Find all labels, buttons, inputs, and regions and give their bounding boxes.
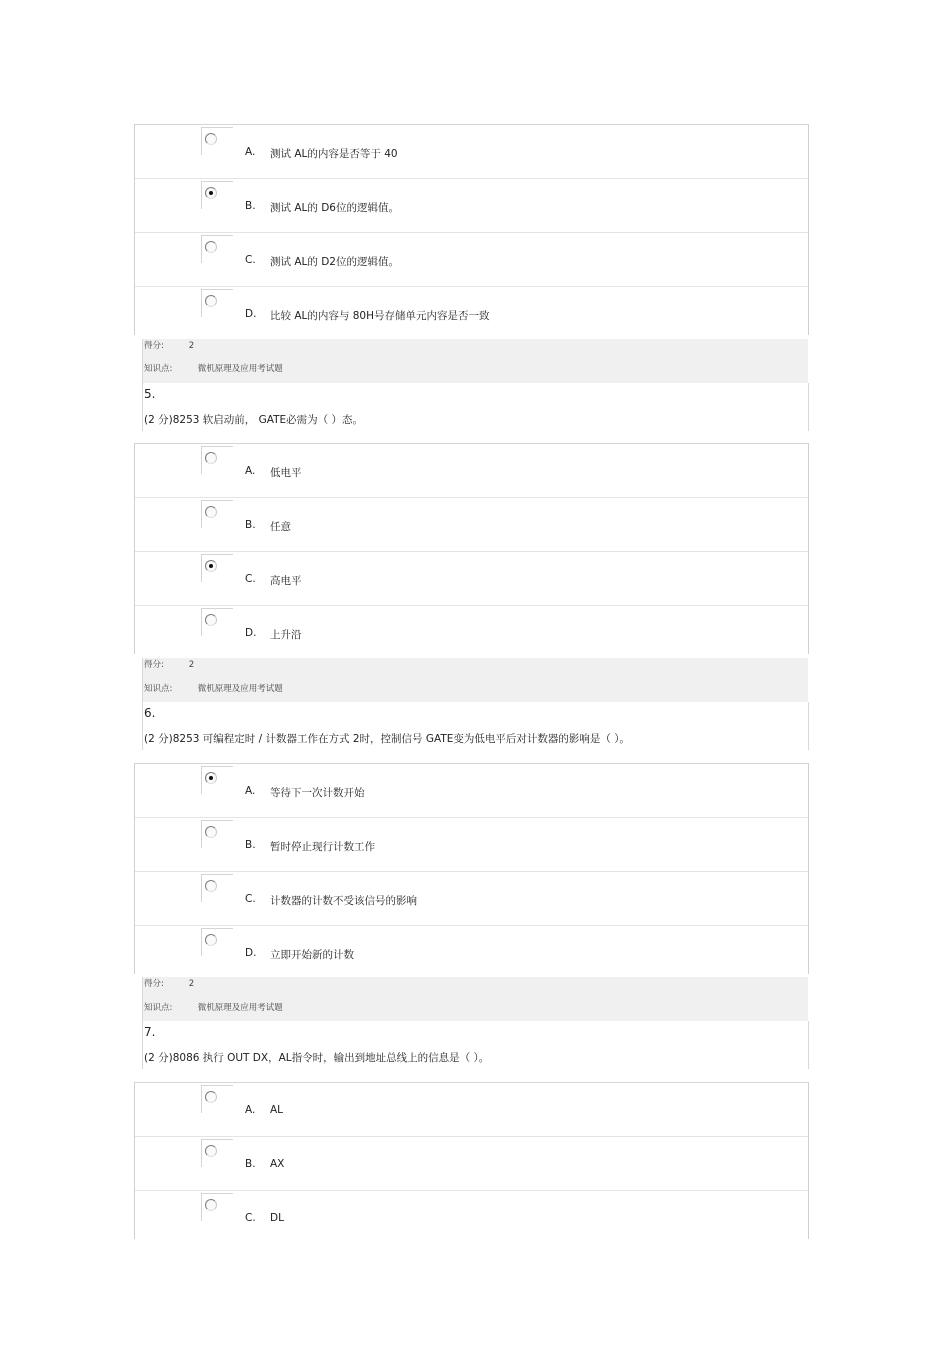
option-letter: B.: [245, 519, 256, 531]
option-row[interactable]: [135, 764, 808, 818]
option-text: 比较 AL的内容与 80H号存储单元内容是否一致: [270, 310, 490, 322]
knowledge-point-label: 知识点:: [144, 684, 173, 694]
radio-button[interactable]: [201, 446, 233, 474]
option-row[interactable]: [135, 1083, 808, 1137]
knowledge-point-label: 知识点:: [144, 364, 173, 374]
knowledge-point-value: 微机原理及应用考试题: [197, 684, 283, 694]
option-list: [134, 443, 809, 654]
option-text: 暂时停止现行计数工作: [270, 841, 375, 853]
option-letter: B.: [245, 839, 256, 851]
radio-button[interactable]: [201, 1139, 233, 1167]
radio-button-selected[interactable]: [201, 181, 233, 209]
radio-button[interactable]: [201, 928, 233, 956]
option-row[interactable]: [135, 233, 808, 287]
score-panel: [142, 977, 808, 1021]
question-block: [142, 383, 809, 431]
radio-button[interactable]: [201, 127, 233, 155]
score-value: 2: [188, 979, 195, 989]
radio-button-selected[interactable]: [201, 554, 233, 582]
radio-button[interactable]: [201, 235, 233, 263]
option-text: 测试 AL的内容是否等于 40: [270, 148, 398, 160]
option-row[interactable]: [135, 818, 808, 872]
option-row[interactable]: [135, 1137, 808, 1191]
score-panel: [142, 658, 808, 702]
option-row[interactable]: [135, 606, 808, 654]
option-row[interactable]: [135, 498, 808, 552]
knowledge-point-label: 知识点:: [144, 1003, 173, 1013]
option-letter: C.: [245, 893, 256, 905]
option-letter: D.: [245, 947, 257, 959]
option-letter: A.: [245, 1104, 256, 1116]
option-row[interactable]: [135, 125, 808, 179]
option-row[interactable]: [135, 552, 808, 606]
question-block: [142, 702, 809, 750]
score-label: 得分:: [144, 979, 164, 989]
radio-button[interactable]: [201, 289, 233, 317]
option-text: AX: [270, 1158, 285, 1170]
question-number: 6.: [144, 706, 156, 720]
option-text: 等待下一次计数开始: [270, 787, 365, 799]
option-letter: A.: [245, 465, 256, 477]
radio-button[interactable]: [201, 1193, 233, 1221]
question-text: (2 分)8086 执行 OUT DX，AL指令时，输出到地址总线上的信息是（ ）。: [144, 1052, 490, 1064]
option-text: 任意: [270, 521, 291, 533]
option-row[interactable]: [135, 444, 808, 498]
option-letter: A.: [245, 785, 256, 797]
option-text: 计数器的计数不受该信号的影响: [270, 895, 417, 907]
score-panel: [142, 339, 808, 383]
question-block: [142, 1021, 809, 1069]
option-letter: C.: [245, 254, 256, 266]
option-text: DL: [270, 1212, 284, 1224]
radio-button[interactable]: [201, 1085, 233, 1113]
score-value: 2: [188, 341, 195, 351]
option-row[interactable]: [135, 872, 808, 926]
option-list: [134, 763, 809, 974]
score-label: 得分:: [144, 341, 164, 351]
option-letter: A.: [245, 146, 256, 158]
option-list: [134, 124, 809, 335]
option-row[interactable]: [135, 287, 808, 335]
question-number: 7.: [144, 1025, 156, 1039]
score-label: 得分:: [144, 660, 164, 670]
option-text: 上升沿: [270, 629, 302, 641]
radio-button[interactable]: [201, 500, 233, 528]
option-list: [134, 1082, 809, 1239]
radio-button[interactable]: [201, 874, 233, 902]
knowledge-point-value: 微机原理及应用考试题: [197, 1003, 283, 1013]
radio-button[interactable]: [201, 608, 233, 636]
option-letter: B.: [245, 200, 256, 212]
option-letter: B.: [245, 1158, 256, 1170]
option-letter: D.: [245, 308, 257, 320]
radio-button[interactable]: [201, 820, 233, 848]
question-number: 5.: [144, 387, 156, 401]
option-row[interactable]: [135, 179, 808, 233]
knowledge-point-value: 微机原理及应用考试题: [197, 364, 283, 374]
option-text: 低电平: [270, 467, 302, 479]
question-text: (2 分)8253 可编程定时 / 计数器工作在方式 2时，控制信号 GATE变为低电平后对计数器的影响是（ ）。: [144, 733, 630, 745]
option-row[interactable]: [135, 1191, 808, 1239]
option-text: 高电平: [270, 575, 302, 587]
radio-button-selected[interactable]: [201, 766, 233, 794]
option-letter: C.: [245, 1212, 256, 1224]
option-text: 测试 AL的 D2位的逻辑值。: [270, 256, 399, 268]
option-text: AL: [270, 1104, 284, 1116]
score-value: 2: [188, 660, 195, 670]
question-text: (2 分)8253 软启动前， GATE必需为（ ）态。: [144, 414, 363, 426]
option-letter: C.: [245, 573, 256, 585]
option-letter: D.: [245, 627, 257, 639]
option-row[interactable]: [135, 926, 808, 974]
option-text: 测试 AL的 D6位的逻辑值。: [270, 202, 399, 214]
option-text: 立即开始新的计数: [270, 949, 354, 961]
